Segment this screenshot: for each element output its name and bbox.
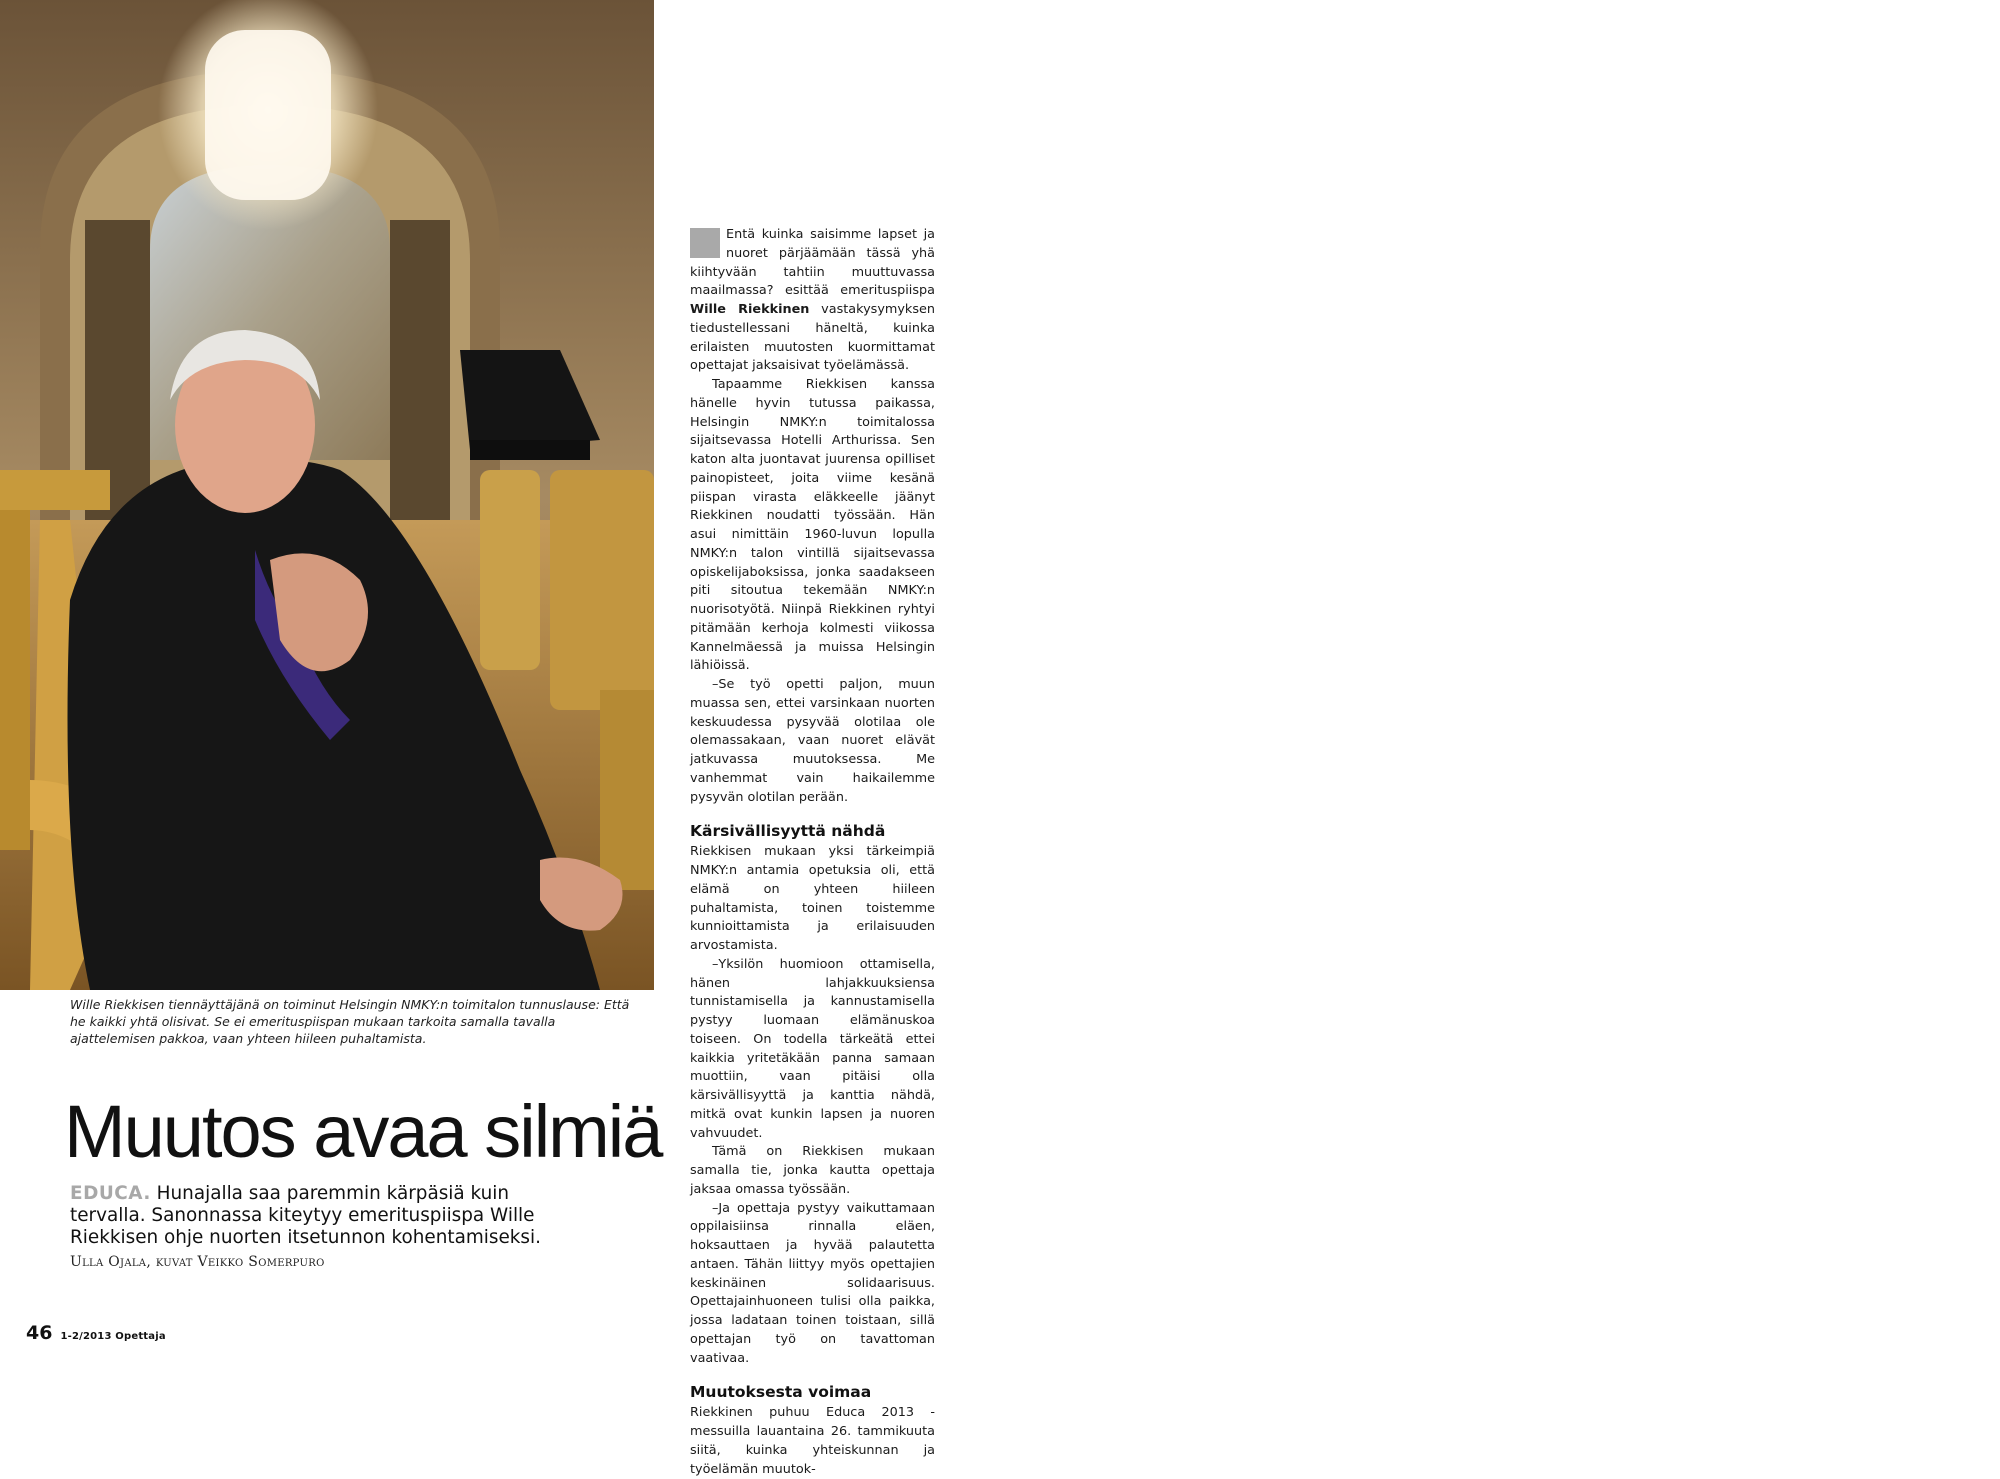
article-paragraph: –Yksilön huomioon ottamisella, hänen lahjakkuuksiensa tunnistamisella ja kannustamisella pystyy luomaan elämänuskoa toiseen. On todella tärkeätä ettei kaikkia yritetäkään panna samaan muottiin, vaan pitäisi olla kärsivällisyyttä ja kanttia nähdä, mitkä ovat kunkin lapsen ja nuoren vahvuudet. xyxy=(690,956,935,1141)
subheading: Kärsivällisyyttä nähdä xyxy=(690,822,886,841)
interviewee-name: Wille Riekkinen xyxy=(690,302,810,317)
article-paragraph: Riekkinen puhuu Educa 2013 -messuilla lauantaina 26. tammikuuta siitä, kuinka yhteiskunnan ja työelämän muutok- xyxy=(690,1405,935,1477)
byline xyxy=(70,1254,325,1270)
lead-in-square xyxy=(690,228,720,258)
article-lead xyxy=(70,1183,590,1249)
page-folio xyxy=(26,1322,166,1344)
magazine-issue: 1-2/2013 Opettaja xyxy=(60,1331,166,1342)
article-paragraph: Tapaamme Riekkisen kanssa hänelle hyvin tutussa paikassa, Helsingin NMKY:n toimitalossa sijaitsevassa Hotelli Arthurissa. Sen katon alta juontavat juurensa opilliset painopisteet, joita viime kesänä piispan virasta eläkkeelle jäänyt Riekkinen noudatti työssään. Hän asui nimittäin 1960-luvun lopulla NMKY:n talon vintillä sijaitsevassa opiskelijaboksissa, jonka saadakseen piti sitoutua tekemään NMKY:n nuorisotyötä. Niinpä Riekkinen ryhtyi pitämään kerhoja kolmesti viikossa Kannelmäessä ja muissa Helsingin lähiöissä. xyxy=(690,377,935,674)
article-headline: Muutos avaa silmiä xyxy=(64,1090,662,1173)
lead-text: Hunajalla saa paremmin kärpäsiä kuin tervalla. Sanonnassa kiteytyy emerituspiispa Wille Riekkisen ohje nuorten itsetunnon kohentamiseksi. xyxy=(70,1183,541,1248)
article-paragraph: –Ja opettaja pystyy vaikuttamaan oppilaisiinsa rinnalla eläen, hoksauttaen ja hyvää palautetta antaen. Tähän liittyy myös opettajien keskinäinen solidaarisuus. Opettajainhuoneen tulisi olla paikka, jossa ladataan toinen toistaan, sillä opettajan työ on tavattoman vaativaa. xyxy=(690,1200,935,1366)
byline-separator: , xyxy=(146,1254,156,1270)
byline-photos: kuvat Veikko Somerpuro xyxy=(155,1254,325,1270)
article-paragraph: Tämä on Riekkisen mukaan samalla tie, jonka kautta opettaja jaksaa omassa työssään. xyxy=(690,1144,935,1197)
photo-caption: Wille Riekkisen tiennäyttäjänä on toiminut Helsingin NMKY:n toimitalon tunnuslause: Että he kaikki yhtä olisivat. Se ei emerituspiispan mukaan tarkoita samalla tavalla ajattelemisen pakkoa, vaan yhteen hiileen puhaltamista. xyxy=(70,997,630,1046)
paragraph-text: Entä kuinka saisimme lapset ja nuoret pärjäämään tässä yhä kiihtyvään tahtiin muuttuvassa maailmassa? esittää emerituspiispa xyxy=(690,227,935,299)
byline-author: Ulla Ojala xyxy=(70,1254,147,1270)
article-body xyxy=(690,226,935,1479)
subheading: Muutoksesta voimaa xyxy=(690,1383,872,1402)
article-paragraph: Riekkisen mukaan yksi tärkeimpiä NMKY:n antamia opetuksia oli, että elämä on yhteen hiileen puhaltamista, toinen toistemme kunnioittamista ja erilaisuuden arvostamista. xyxy=(690,844,935,953)
lead-kicker: EDUCA. xyxy=(70,1183,151,1204)
paragraph-text: vastakysymyksen tiedustellessani häneltä, kuinka erilaisten muutosten kuormittamat opettajat jaksaisivat työelämässä. xyxy=(690,302,935,374)
article-paragraph xyxy=(690,226,935,376)
page-number: 46 xyxy=(26,1322,53,1344)
article-paragraph: –Se työ opetti paljon, muun muassa sen, ettei varsinkaan nuorten keskuudessa pysyvää olotilaa ole olemassakaan, vaan nuoret elävät jatkuvassa muutoksessa. Me vanhemmat vain haikailemme pysyvän olotilan perään. xyxy=(690,677,935,805)
portrait-photo xyxy=(0,0,654,990)
